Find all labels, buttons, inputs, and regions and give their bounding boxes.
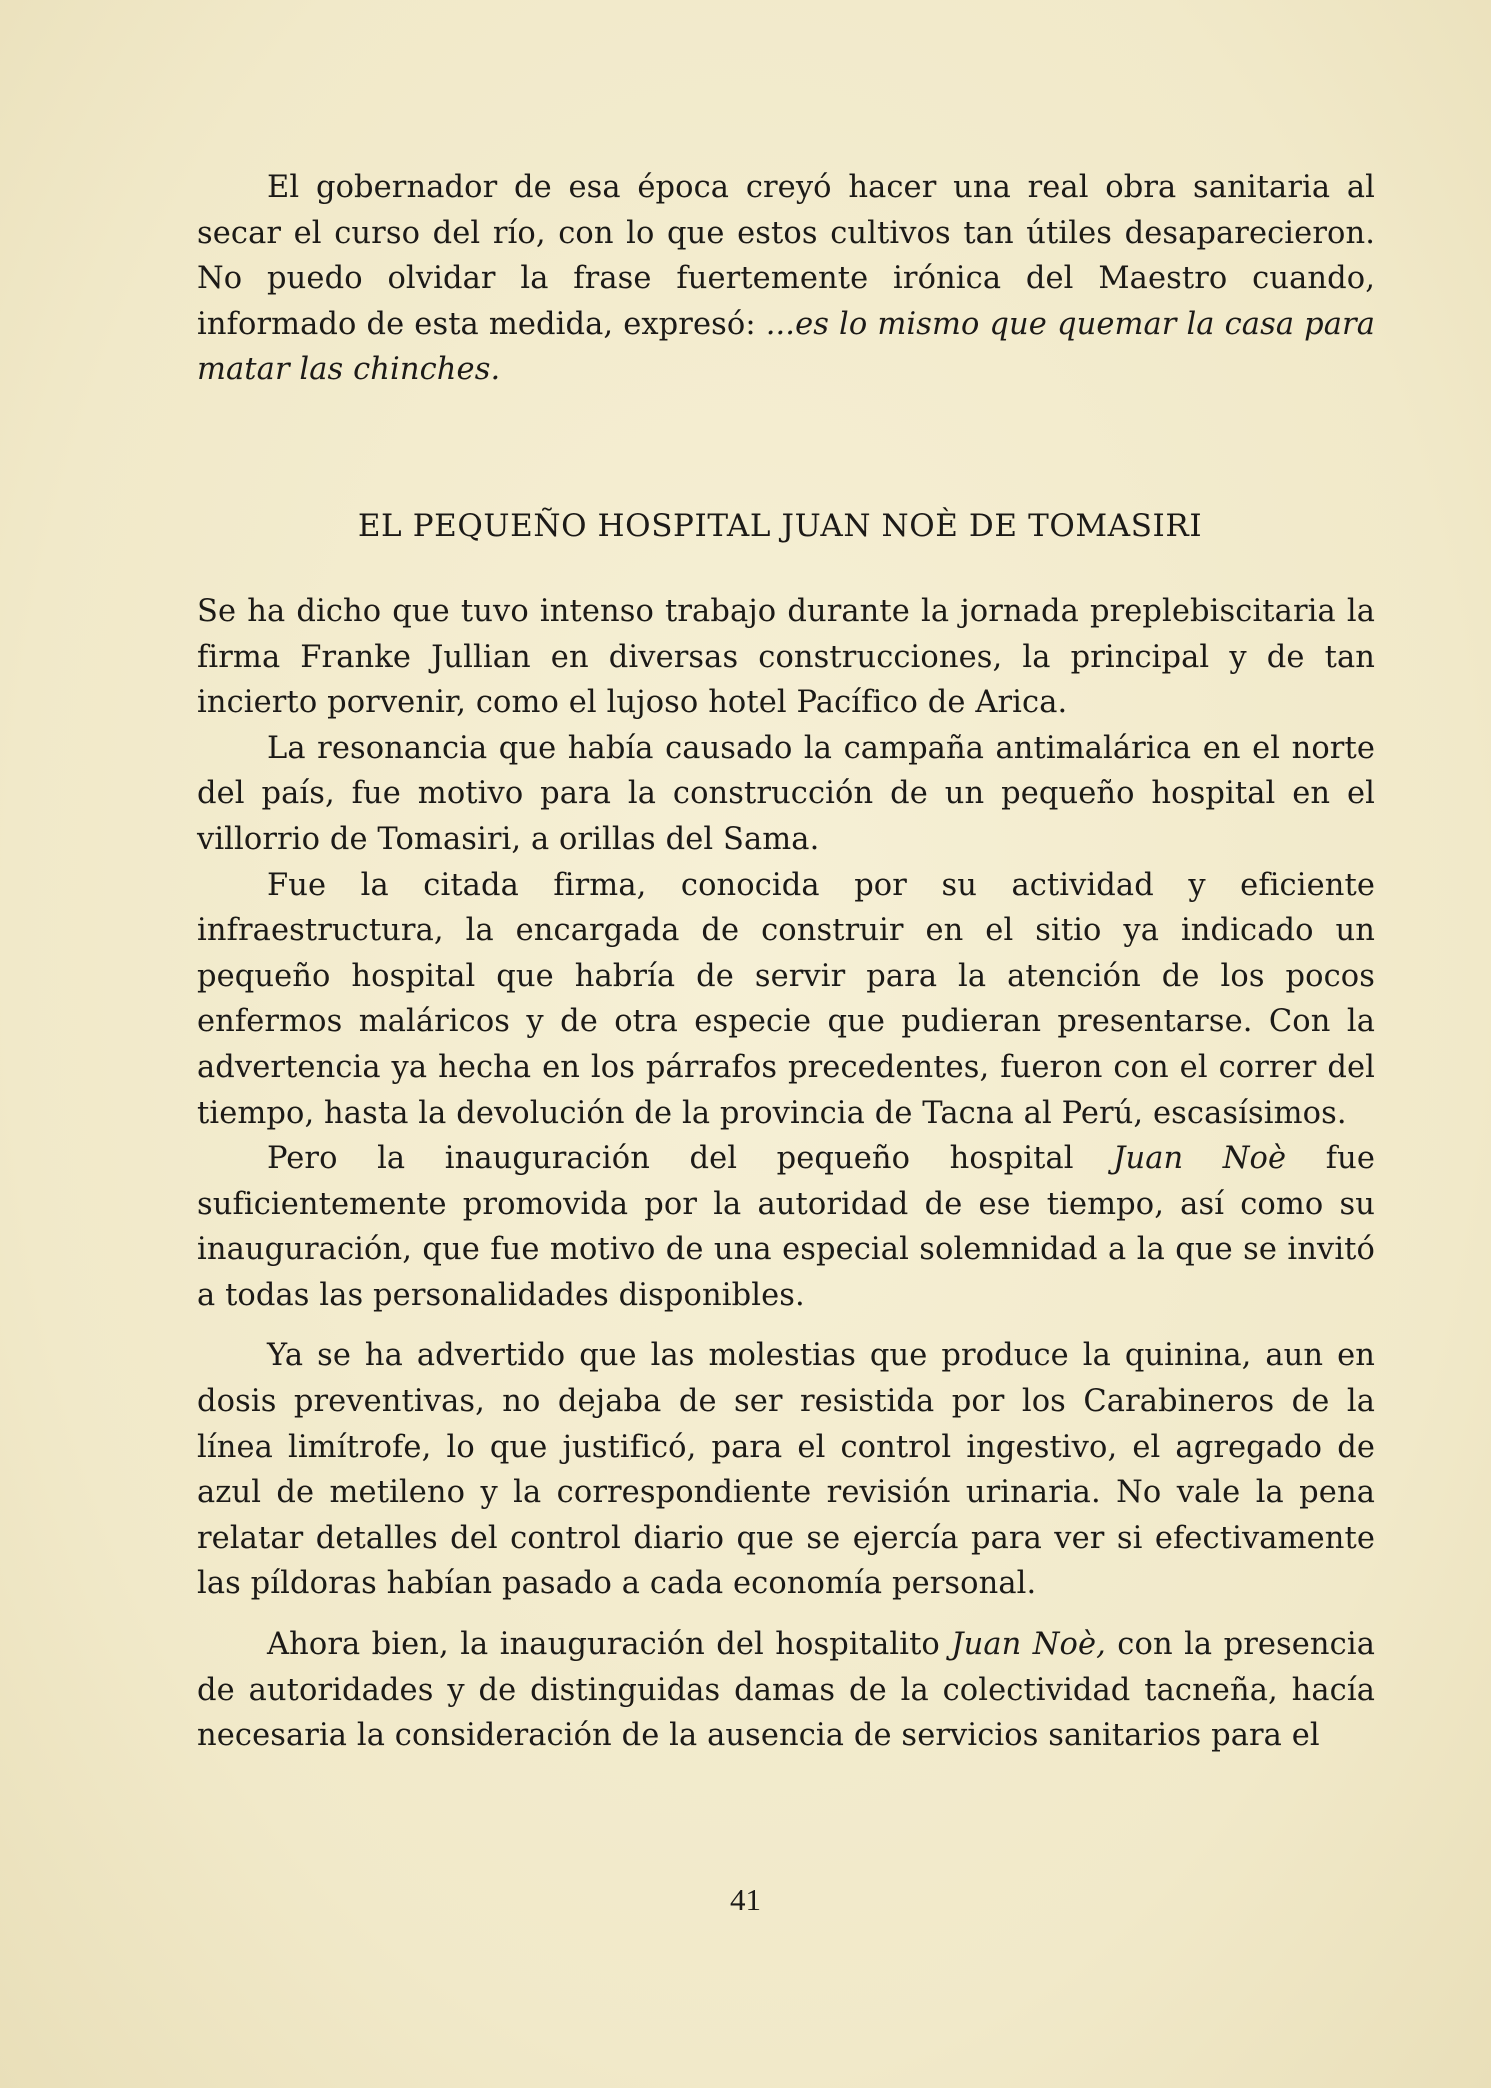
paragraph-4 — [197, 1136, 1375, 1318]
paragraph-4-text-b: fue suficientemente promovida por la autoridad de ese tiempo, así como su inauguración, que fue motivo de una especial solemnidad a la que se invitó a todas las personalidades disponibles. — [197, 1141, 1375, 1313]
paragraph-2: La resonancia que había causado la campaña antimalárica en el norte del país, fue motivo para la construcción de un pequeño hospital en el villorrio de Tomasiri, a orillas del Sama. — [197, 730, 1375, 857]
paragraph-6-text-b: con la presencia de autoridades y de distinguidas damas de la colectividad tacneña, hacía necesaria la consideración de la ausencia de servicios sanitarios para el — [197, 1627, 1375, 1754]
spacer — [197, 1607, 1375, 1622]
intro-paragraph — [197, 165, 1375, 393]
paragraph-4-italic: Juan Noè — [1113, 1141, 1287, 1177]
spacer — [197, 1318, 1375, 1333]
spacer — [197, 393, 1375, 506]
paragraph-3: Fue la citada firma, conocida por su actividad y eficiente infraestructura, la encargada de construir en el sitio ya indicado un pequeño hospital que habría de servir para la atención de los pocos enfermos maláricos y de otra especie que pudieran presentarse. Con la advertencia ya hecha en los párrafos precedentes, fueron con el correr del tiempo, hasta la devolución de la provincia de Tacna al Perú, escasísimos. — [197, 867, 1375, 1131]
paragraph-6 — [197, 1622, 1375, 1759]
paragraph-1: Se ha dicho que tuvo intenso trabajo durante la jornada preplebiscitaria la firma Franke Jullian en diversas construcciones, la principal y de tan incierto porvenir, como el lujoso hotel Pacífico de Arica. — [197, 593, 1375, 721]
spacer — [197, 546, 1375, 589]
intro-quote: ...es lo mismo que quemar la casa para matar las chinches. — [197, 306, 1375, 388]
paragraph-5: Ya se ha advertido que las molestias que produce la quinina, aun en dosis preventivas, no dejaba de ser resistida por los Carabineros de la línea limítrofe, lo que justificó, para el control ingestivo, el agregado de azul de metileno y la correspondiente revisión urinaria. No vale la pena relatar detalles del control diario que se ejercía para ver si efectivamente las píldoras habían pasado a cada economía personal. — [197, 1338, 1375, 1602]
paragraph-6-text-a: Ahora bien, la inauguración del hospitalito — [267, 1627, 952, 1663]
page-number: 41 — [730, 1882, 761, 1917]
intro-text: El gobernador de esa época creyó hacer una real obra sanitaria al secar el curso del río, con lo que estos cultivos tan útiles desaparecieron. No puedo olvidar la frase fuertemente irónica del Maestro cuando, informado de esta medida, expresó: — [197, 170, 1375, 342]
paragraph-4-text-a: Pero la inauguración del pequeño hospital — [267, 1141, 1114, 1177]
page-body — [197, 165, 1375, 1759]
section-title: EL PEQUEÑO HOSPITAL JUAN NOÈ DE TOMASIRI — [357, 507, 1203, 544]
paragraph-6-italic: Juan Noè, — [951, 1627, 1106, 1663]
